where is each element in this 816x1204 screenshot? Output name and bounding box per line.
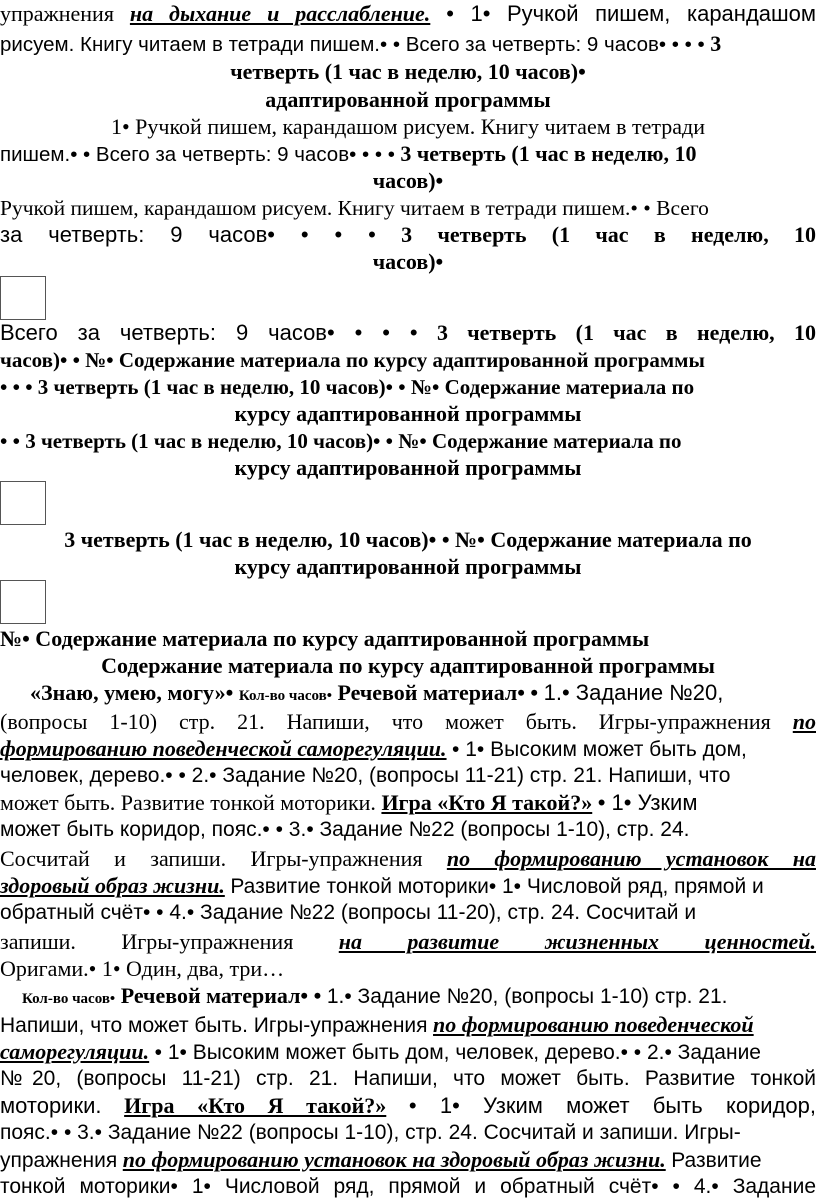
empty-box: [0, 580, 46, 624]
text-line-38: [0, 1147, 816, 1174]
text-line-25: [0, 790, 816, 816]
text-line-39: тонкой моторики• 1• Числовой ряд, прямой и обратный счёт• • 4.• Задание: [0, 1175, 816, 1198]
text-line-13: • • • 3 четверть (1 час в неделю, 10 часов)• • №• Содержание материала по: [0, 375, 695, 399]
text-line-26: может быть коридор, пояс.• • 3.• Задание №22 (вопросы 1-10), стр. 24.: [0, 818, 690, 841]
text-line-16: курсу адаптированной программы: [234, 455, 582, 480]
text-fragment: Кол-во часов•: [22, 991, 116, 1007]
text-line-7: часов)•: [372, 168, 444, 193]
text-fragment: • 1• Узким может быть коридор,: [408, 1093, 816, 1118]
game-title: Игра «Кто Я такой?»: [124, 1093, 387, 1118]
text-line-17: 3 четверть (1 час в неделю, 10 часов)• • №• Содержание материала по: [64, 527, 752, 552]
text-line-34: [0, 1039, 816, 1066]
text-fragment: 3 четверть (1 час в неделю, 10: [436, 320, 816, 345]
text-line-8: Ручкой пишем, карандашом рисуем. Книгу читаем в тетради пишем.• • Всего: [0, 196, 709, 220]
empty-box: [0, 276, 46, 320]
exercise-topic-healthy: по формированию установок на: [446, 846, 816, 871]
text-line-5: 1• Ручкой пишем, карандашом рисуем. Книгу читаем в тетради: [110, 114, 706, 139]
text-fragment: Сосчитай и запиши. Игры-упражнения: [0, 846, 423, 871]
text-fragment: 1.• Задание №20,: [543, 680, 724, 705]
text-line-28: [0, 873, 816, 900]
text-fragment: 3 четверть (1 час в неделю, 10: [401, 222, 816, 247]
exercise-topic-healthy: по формированию установок на здоровый образ жизни.: [122, 1147, 666, 1172]
text-fragment: (вопросы 1-10) стр. 21. Напиши, что может быть. Игры-упражнения: [0, 709, 771, 734]
text-fragment: упражнения: [0, 1, 114, 26]
text-line-18: курсу адаптированной программы: [234, 554, 582, 579]
text-line-2: [0, 31, 816, 58]
text-fragment: 3 четверть (1 час в неделю, 10: [400, 141, 697, 166]
text-fragment: • 1• Высоким может быть дом,: [452, 738, 747, 761]
text-line-29: обратный счёт• • 4.• Задание №22 (вопросы 11-20), стр. 24. Сосчитай и: [0, 901, 697, 924]
text-fragment: • 1• Высоким может быть дом, человек, дерево.• • 2.• Задание: [154, 1041, 761, 1064]
text-fragment: упражнения: [0, 1149, 118, 1172]
text-fragment: Напиши, что может быть. Игры-упражнения: [0, 1014, 428, 1037]
text-fragment: пишем.• • Всего за четверть: 9 часов• • • •: [0, 143, 395, 166]
text-line-10: часов)•: [372, 249, 444, 274]
text-line-15: • • 3 четверть (1 час в неделю, 10 часов)• • №• Содержание материала по: [0, 429, 682, 453]
text-line-22: [0, 709, 816, 735]
text-line-35: №20, (вопросы 11-21) стр. 21. Напиши, что может быть. Развитие тонкой: [0, 1067, 816, 1090]
heading-quarter: четверть (1 час в неделю, 10 часов)•: [230, 59, 586, 84]
text-fragment: 3: [710, 31, 722, 56]
text-fragment: Речевой материал• •: [337, 680, 539, 705]
text-line-24: человек, дерево.• • 2.• Задание №20, (вопросы 11-21) стр. 21. Напиши, что: [0, 764, 731, 787]
text-fragment: «Знаю, умею, могу»•: [30, 680, 234, 705]
text-fragment: Всего за четверть: 9 часов• • • •: [0, 320, 418, 345]
text-fragment: • 1• Узким: [597, 790, 698, 815]
text-line-12: часов)• • №• Содержание материала по курсу адаптированной программы: [0, 348, 705, 372]
text-fragment: может быть. Развитие тонкой моторики.: [0, 790, 376, 815]
text-fragment: 1.• Задание №20, (вопросы 1-10) стр. 21.: [326, 985, 728, 1008]
text-fragment: Развитие тонкой моторики• 1• Числовой ряд, прямой и: [230, 875, 764, 898]
empty-box: [0, 481, 46, 525]
exercise-topic-self-regulation-cont: саморегуляции.: [0, 1039, 150, 1064]
section-heading: Содержание материала по курсу адаптированной программы: [101, 653, 715, 678]
text-fragment: Речевой материал• •: [120, 983, 322, 1008]
text-line-31: Оригами.• 1• Один, два, три…: [0, 956, 285, 981]
text-fragment: моторики.: [0, 1093, 102, 1118]
text-fragment: Развитие: [671, 1149, 762, 1172]
text-line-33: [0, 1012, 816, 1039]
text-fragment: Кол-во часов•: [238, 688, 332, 704]
text-line-1: [0, 1, 816, 27]
text-line-36: [0, 1093, 816, 1119]
exercise-topic-link: по: [792, 709, 816, 734]
exercise-topic-self-regulation: формированию поведенческой саморегуляции.: [0, 736, 447, 761]
text-line-32: [0, 983, 816, 1012]
exercise-topic-breathing: на дыхание и расслабление.: [129, 1, 431, 26]
heading-program: адаптированной программы: [265, 87, 551, 112]
text-line-19: №• Содержание материала по курсу адаптированной программы: [0, 626, 650, 651]
text-line-23: [0, 736, 816, 763]
text-line-21: [0, 680, 816, 709]
exercise-topic-healthy-cont: здоровый образ жизни.: [0, 873, 225, 898]
text-fragment: за четверть: 9 часов• • • •: [0, 222, 376, 247]
text-line-11: [0, 320, 816, 346]
text-line-37: пояс.• • 3.• Задание №22 (вопросы 1-10), стр. 24. Сосчитай и запиши. Игры-: [0, 1121, 741, 1144]
text-line-9: [0, 222, 816, 248]
text-fragment: рисуем. Книгу читаем в тетради пишем.• • Всего за четверть: 9 часов• • • •: [0, 33, 705, 56]
text-line-30: [0, 929, 816, 955]
text-line-14: курсу адаптированной программы: [234, 401, 582, 426]
text-fragment: • 1• Ручкой пишем, карандашом: [446, 1, 816, 26]
game-title: Игра «Кто Я такой?»: [381, 790, 593, 815]
exercise-topic-self-regulation: по формированию поведенческой: [433, 1012, 754, 1037]
text-fragment: запиши. Игры-упражнения: [0, 929, 294, 954]
text-line-6: [0, 141, 816, 168]
text-line-27: [0, 846, 816, 872]
exercise-topic-values: на развитие жизненных ценностей.: [338, 929, 816, 954]
